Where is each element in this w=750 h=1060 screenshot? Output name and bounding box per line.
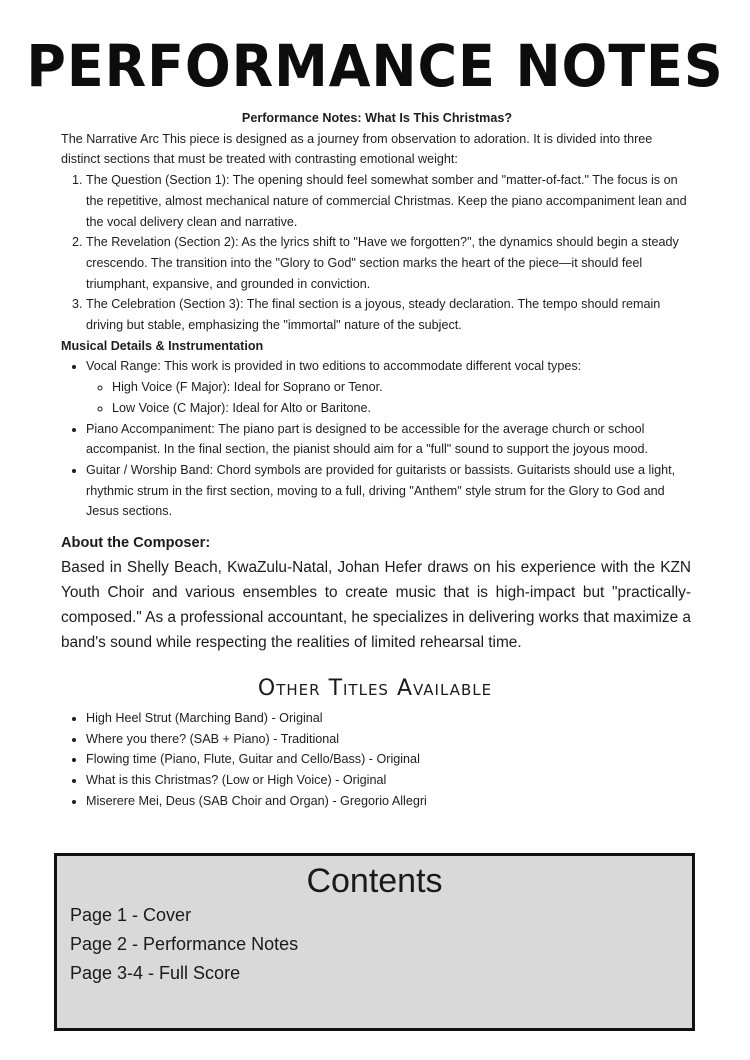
section-item: 1. The Question (Section 1): The opening should feel somewhat somber and "matter-of-fact." The focus is on the repetitive, almost mechanical nature of commercial Christmas. Keep the piano accompaniment lean and the vocal delivery clean and narrative. xyxy=(86,170,693,232)
vocal-option-item: ◦ High Voice (F Major): Ideal for Soprano or Tenor. xyxy=(112,377,693,398)
vocal-range-item xyxy=(86,356,693,418)
other-title-item: • What is this Christmas? (Low or High Voice) - Original xyxy=(86,770,716,791)
notes-intro: The Narrative Arc This piece is designed as a journey from observation to adoration. It is divided into three distinct sections that must be treated with contrasting emotional weight: xyxy=(61,131,653,167)
contents-item: Page 2 - Performance Notes xyxy=(70,934,299,954)
section-item: 3. The Celebration (Section 3): The final section is a joyous, steady declaration. The tempo should remain driving but stable, emphasizing the "immortal" nature of the subject. xyxy=(86,294,693,335)
other-title-item: • Where you there? (SAB + Piano) - Traditional xyxy=(86,729,716,750)
musical-details-heading: Musical Details & Instrumentation xyxy=(61,338,264,353)
musical-details-list xyxy=(61,356,693,522)
performance-notes-section xyxy=(61,108,693,522)
contents-title: Contents xyxy=(306,862,443,900)
composer-heading: About the Composer: xyxy=(61,535,211,551)
other-titles-heading: Other Titles Available xyxy=(257,676,493,701)
contents-item: Page 3-4 - Full Score xyxy=(70,963,241,983)
contents-box xyxy=(54,853,695,1031)
other-title-item: • High Heel Strut (Marching Band) - Original xyxy=(86,708,716,729)
section-item: 2. The Revelation (Section 2): As the lyrics shift to "Have we forgotten?", the dynamics should begin a steady crescendo. The transition into the "Glory to God" section marks the heart of the piece—it should feel triumphant, expansive, and grounded in conviction. xyxy=(86,232,693,294)
guitar-item: • Guitar / Worship Band: Chord symbols are provided for guitarists or bassists. Guitarists should use a light, rhythmic strum in the first section, moving to a full, driving "Anthem" style strum for the Glory to God and Jesus sections. xyxy=(86,460,693,522)
composer-bio: Based in Shelly Beach, KwaZulu-Natal, Johan Hefer draws on his experience with the KZN Youth Choir and various ensembles to create music that is high-impact but "practically-composed." As a professional accountant, he specializes in delivering works that maximize a band's sound while respecting the realities of limited rehearsal time. xyxy=(61,559,691,651)
other-titles-list xyxy=(61,708,716,812)
contents-item: Page 1 - Cover xyxy=(70,905,192,925)
other-title-item: • Flowing time (Piano, Flute, Guitar and Cello/Bass) - Original xyxy=(86,749,716,770)
other-title-item: • Miserere Mei, Deus (SAB Choir and Organ) - Gregorio Allegri xyxy=(86,791,716,812)
vocal-option-item: ◦ Low Voice (C Major): Ideal for Alto or Baritone. xyxy=(112,398,693,419)
vocal-range-text: Vocal Range: This work is provided in two editions to accommodate different vocal types: xyxy=(86,359,582,374)
notes-subheading: Performance Notes: What Is This Christmas? xyxy=(241,111,513,125)
sections-list xyxy=(61,170,693,336)
composer-section xyxy=(61,531,691,655)
page-title: PERFORMANCE NOTES xyxy=(26,32,724,100)
piano-item: • Piano Accompaniment: The piano part is designed to be accessible for the average church or school accompanist. In the final section, the pianist should aim for a "full" sound to support the joyous mood. xyxy=(86,419,693,460)
vocal-options-list xyxy=(86,377,693,418)
